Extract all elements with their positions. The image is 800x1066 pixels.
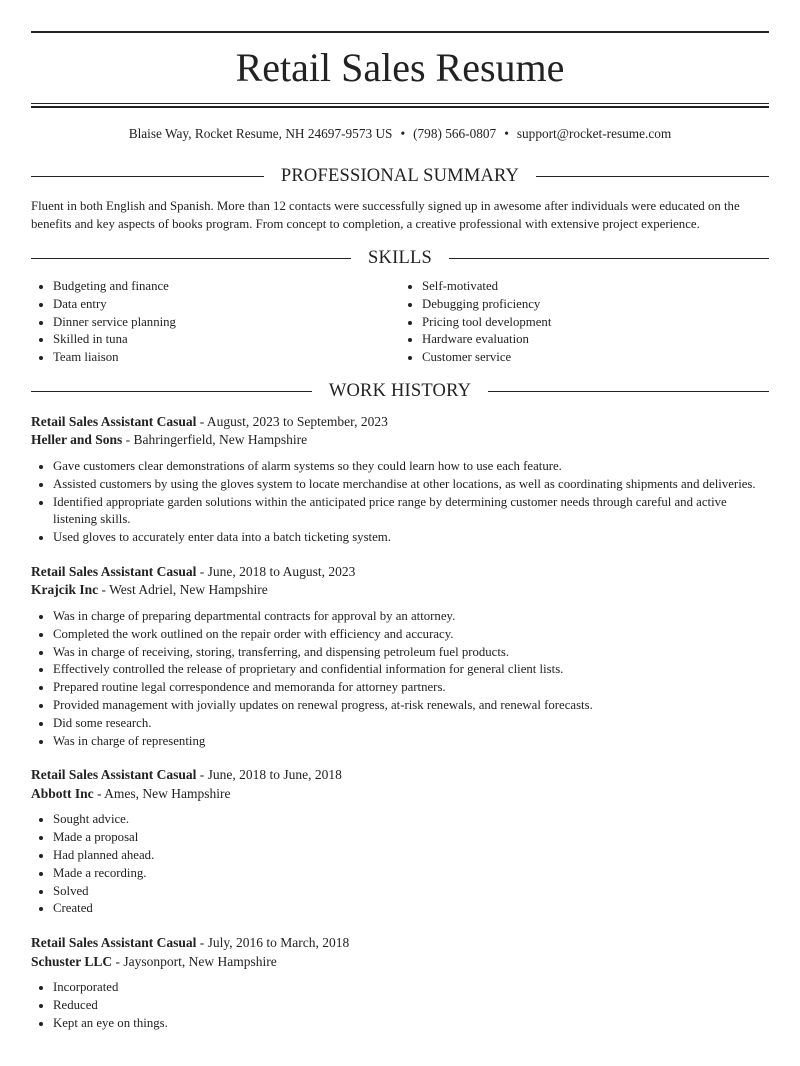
job-bullet: • Solved (53, 883, 769, 901)
job-title: Retail Sales Assistant Casual (31, 413, 197, 429)
job-title-line: Retail Sales Assistant Casual - August, 2023 to September, 2023 (31, 413, 388, 429)
job-bullet: • Prepared routine legal correspondence and memoranda for attorney partners. (53, 679, 769, 697)
company-name: Abbott Inc (31, 785, 94, 801)
job-bullets (31, 458, 769, 547)
job-bullets (31, 608, 769, 750)
section-title: WORK HISTORY (328, 381, 472, 402)
section-header-skills (31, 247, 769, 269)
skill-item: • Budgeting and finance (53, 278, 400, 296)
double-rule (31, 103, 769, 108)
job-bullet: • Effectively controlled the release of proprietary and confidential information for general client lists. (53, 661, 769, 679)
skill-item: • Pricing tool development (422, 314, 769, 332)
job-bullet: • Identified appropriate garden solutions within the anticipated price range by determining customer needs through careful and active listening skills. (53, 494, 769, 530)
job-dates: June, 2018 to June, 2018 (207, 767, 342, 783)
job-title-line: Retail Sales Assistant Casual - July, 2016 to March, 2018 (31, 935, 350, 951)
skill-item: • Hardware evaluation (422, 331, 769, 349)
divider (488, 391, 769, 392)
job-bullet: • Provided management with jovially updates on renewal progress, at-risk renewals, and renewal forecasts. (53, 697, 769, 715)
job-bullet: • Was in charge of representing (53, 733, 769, 751)
skills-list (31, 278, 769, 367)
job-bullets (31, 811, 769, 918)
company-location: Jaysonport, New Hampshire (123, 953, 277, 969)
company-line: Schuster LLC - Jaysonport, New Hampshire (31, 953, 277, 969)
job-bullet: • Had planned ahead. (53, 847, 769, 865)
work-history-list (31, 413, 769, 1033)
job-title-line: Retail Sales Assistant Casual - June, 2018 to August, 2023 (31, 563, 356, 579)
job-bullet: • Used gloves to accurately enter data into a batch ticketing system. (53, 529, 769, 547)
job-entry (31, 563, 769, 750)
skill-item: • Debugging proficiency (422, 296, 769, 314)
company-name: Krajcik Inc (31, 582, 99, 598)
skills-column-right (400, 278, 769, 367)
job-dates: August, 2023 to September, 2023 (206, 413, 388, 429)
job-bullet: • Reduced (53, 997, 769, 1015)
skill-item: • Customer service (422, 349, 769, 367)
company-name: Schuster LLC (31, 953, 113, 969)
skills-column-left (31, 278, 400, 367)
company-line: Heller and Sons - Bahringerfield, New Hampshire (31, 432, 308, 448)
company-name: Heller and Sons (31, 432, 123, 448)
skill-item: • Team liaison (53, 349, 400, 367)
divider (31, 176, 264, 177)
skill-item: • Skilled in tuna (53, 331, 400, 349)
separator: • (400, 126, 406, 141)
section-header-summary (31, 165, 769, 187)
job-bullet: • Kept an eye on things. (53, 1015, 769, 1033)
job-entry (31, 413, 769, 547)
address: Blaise Way, Rocket Resume, NH 24697-9573 US (128, 126, 393, 141)
job-title: Retail Sales Assistant Casual (31, 935, 197, 951)
job-bullet: • Completed the work outlined on the repair order with efficiency and accuracy. (53, 626, 769, 644)
company-line: Krajcik Inc - West Adriel, New Hampshire (31, 582, 268, 598)
divider (31, 258, 351, 259)
divider (536, 176, 769, 177)
email: support@rocket-resume.com (516, 126, 672, 141)
job-title: Retail Sales Assistant Casual (31, 563, 197, 579)
job-bullet: • Sought advice. (53, 811, 769, 829)
divider (31, 391, 312, 392)
section-header-work (31, 381, 769, 403)
job-bullet: • Was in charge of receiving, storing, transferring, and dispensing petroleum fuel products. (53, 644, 769, 662)
phone: (798) 566-0807 (413, 126, 497, 141)
job-bullet: • Made a recording. (53, 865, 769, 883)
job-bullet: • Created (53, 900, 769, 918)
job-bullet: • Assisted customers by using the gloves system to locate merchandise at other locations, as well as coordinating shipments and deliveries. (53, 476, 769, 494)
job-bullet: • Incorporated (53, 979, 769, 997)
job-bullets (31, 979, 769, 1032)
job-bullet: • Was in charge of preparing departmental contracts for approval by an attorney. (53, 608, 769, 626)
company-location: Bahringerfield, New Hampshire (133, 432, 308, 448)
job-title: Retail Sales Assistant Casual (31, 767, 197, 783)
separator: • (504, 126, 509, 141)
contact-line (31, 125, 769, 143)
skill-item: • Self-motivated (422, 278, 769, 296)
job-title-line: Retail Sales Assistant Casual - June, 2018 to June, 2018 (31, 767, 342, 783)
job-dates: June, 2018 to August, 2023 (207, 563, 356, 579)
job-bullet: • Made a proposal (53, 829, 769, 847)
job-bullet: • Gave customers clear demonstrations of alarm systems so they could learn how to use each feature. (53, 458, 769, 476)
company-location: West Adriel, New Hampshire (109, 582, 268, 598)
skill-item: • Dinner service planning (53, 314, 400, 332)
section-title: PROFESSIONAL SUMMARY (280, 165, 520, 186)
job-dates: July, 2016 to March, 2018 (207, 935, 350, 951)
section-title: SKILLS (368, 247, 432, 268)
resume-title: Retail Sales Resume (235, 45, 565, 90)
skill-item: • Data entry (53, 296, 400, 314)
company-line: Abbott Inc - Ames, New Hampshire (31, 785, 231, 801)
job-entry (31, 934, 769, 1032)
job-bullet: • Did some research. (53, 715, 769, 733)
summary-text: Fluent in both English and Spanish. More than 12 contacts were successfully signed up in awesome after individuals were educated on the benefits and key aspects of books program. From concept to completion, a creative professional with extensive project experience. (31, 199, 740, 231)
job-entry (31, 766, 769, 918)
company-location: Ames, New Hampshire (104, 785, 231, 801)
resume-page (0, 31, 800, 1033)
divider (449, 258, 769, 259)
